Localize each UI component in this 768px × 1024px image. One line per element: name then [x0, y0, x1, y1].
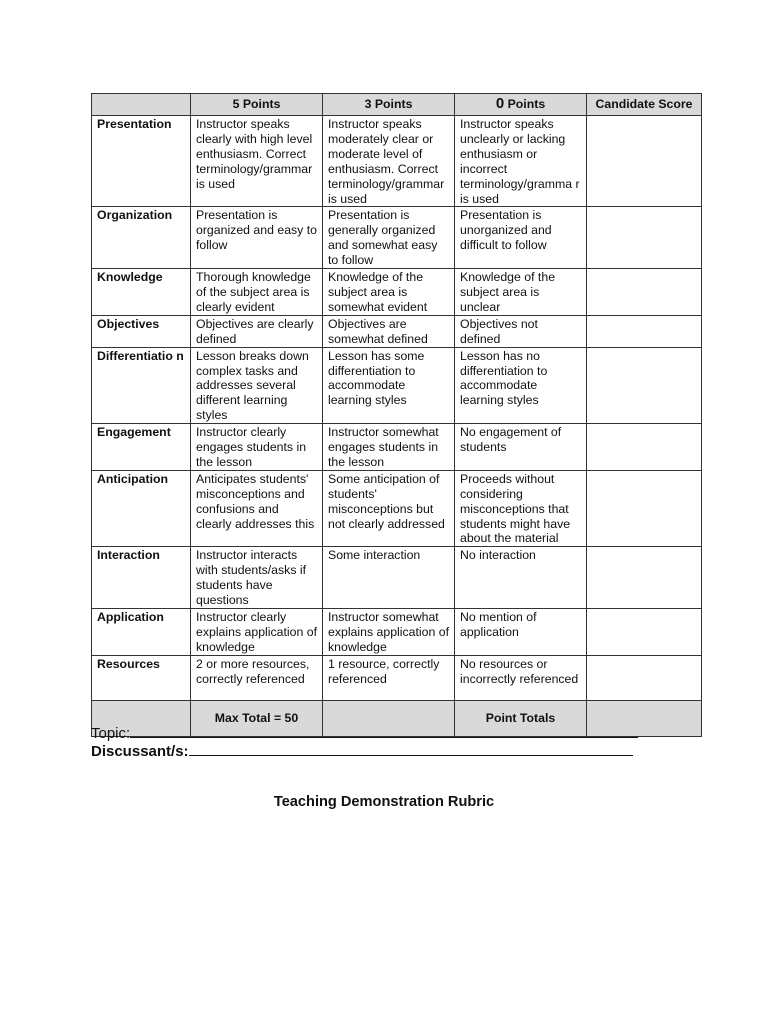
zero-points-cell: Presentation is unorganized and difficult to follow: [455, 207, 587, 269]
category-cell: Presentation: [92, 116, 191, 207]
header-0-digit: 0: [495, 95, 505, 113]
category-cell: Engagement: [92, 424, 191, 471]
table-row: [92, 207, 702, 269]
category-cell: Interaction: [92, 547, 191, 609]
header-candidate-score: Candidate Score: [587, 94, 702, 116]
zero-points-cell: No engagement of students: [455, 424, 587, 471]
max-total-cell: Max Total = 50: [191, 700, 323, 736]
discussant-line: [91, 741, 633, 761]
candidate-score-cell[interactable]: [587, 116, 702, 207]
three-points-cell: Presentation is generally organized and somewhat easy to follow: [323, 207, 455, 269]
topic-line: [91, 723, 638, 743]
candidate-score-cell[interactable]: [587, 207, 702, 269]
five-points-cell: 2 or more resources, correctly referenced: [191, 655, 323, 700]
table-row: [92, 315, 702, 347]
three-points-cell: Instructor speaks moderately clear or moderate level of enthusiasm. Correct terminology/grammar is used: [323, 116, 455, 207]
zero-points-cell: Proceeds without considering misconceptions that students might have about the material: [455, 470, 587, 547]
zero-points-cell: Objectives not defined: [455, 315, 587, 347]
candidate-score-cell[interactable]: [587, 547, 702, 609]
zero-points-cell: Instructor speaks unclearly or lacking enthusiasm or incorrect terminology/gramma r is used: [455, 116, 587, 207]
zero-points-cell: No resources or incorrectly referenced: [455, 655, 587, 700]
zero-points-cell: Lesson has no differentiation to accommodate learning styles: [455, 347, 587, 424]
discussant-label: Discussant/s:: [91, 743, 189, 760]
category-cell: Anticipation: [92, 470, 191, 547]
zero-points-cell: No mention of application: [455, 609, 587, 656]
discussant-blank[interactable]: [189, 741, 633, 756]
three-points-cell: Instructor somewhat engages students in the lesson: [323, 424, 455, 471]
three-points-cell: Objectives are somewhat defined: [323, 315, 455, 347]
rubric-table: [91, 93, 702, 737]
point-totals-cell: Point Totals: [455, 700, 587, 736]
three-points-cell: Instructor somewhat explains application of knowledge: [323, 609, 455, 656]
five-points-cell: Lesson breaks down complex tasks and addresses several different learning styles: [191, 347, 323, 424]
table-row: [92, 424, 702, 471]
candidate-score-cell[interactable]: [587, 655, 702, 700]
table-row: [92, 655, 702, 700]
category-cell: Organization: [92, 207, 191, 269]
table-row: [92, 347, 702, 424]
zero-points-cell: Knowledge of the subject area is unclear: [455, 269, 587, 316]
five-points-cell: Instructor interacts with students/asks if students have questions: [191, 547, 323, 609]
five-points-cell: Anticipates students' misconceptions and confusions and clearly addresses this: [191, 470, 323, 547]
header-blank: [92, 94, 191, 116]
five-points-cell: Instructor clearly engages students in the lesson: [191, 424, 323, 471]
five-points-cell: Objectives are clearly defined: [191, 315, 323, 347]
table-row: [92, 609, 702, 656]
category-cell: Resources: [92, 655, 191, 700]
three-points-cell: Some interaction: [323, 547, 455, 609]
table-row: [92, 269, 702, 316]
category-cell: Differentiatio n: [92, 347, 191, 424]
candidate-score-cell[interactable]: [587, 269, 702, 316]
three-points-cell: Some anticipation of students' misconceptions but not clearly addressed: [323, 470, 455, 547]
five-points-cell: Thorough knowledge of the subject area is clearly evident: [191, 269, 323, 316]
table-row: [92, 470, 702, 547]
topic-label: Topic:: [91, 725, 131, 742]
three-points-cell: Knowledge of the subject area is somewhat evident: [323, 269, 455, 316]
header-row: [92, 94, 702, 116]
candidate-score-cell[interactable]: [587, 424, 702, 471]
candidate-score-cell[interactable]: [587, 347, 702, 424]
three-points-cell: Lesson has some differentiation to accommodate learning styles: [323, 347, 455, 424]
zero-points-cell: No interaction: [455, 547, 587, 609]
five-points-cell: Instructor clearly explains application of knowledge: [191, 609, 323, 656]
header-0-points: [455, 94, 587, 116]
table-row: [92, 547, 702, 609]
category-cell: Knowledge: [92, 269, 191, 316]
candidate-score-cell[interactable]: [587, 609, 702, 656]
table-row: [92, 116, 702, 207]
header-5-points: 5 Points: [191, 94, 323, 116]
topic-blank[interactable]: [130, 723, 638, 738]
five-points-cell: Presentation is organized and easy to follow: [191, 207, 323, 269]
category-cell: Objectives: [92, 315, 191, 347]
header-3-points: 3 Points: [323, 94, 455, 116]
five-points-cell: Instructor speaks clearly with high level enthusiasm. Correct terminology/grammar is used: [191, 116, 323, 207]
candidate-score-cell[interactable]: [587, 315, 702, 347]
header-0-text: Points: [504, 97, 546, 112]
category-cell: Application: [92, 609, 191, 656]
document-title: Teaching Demonstration Rubric: [273, 794, 495, 810]
candidate-score-cell[interactable]: [587, 470, 702, 547]
three-points-cell: 1 resource, correctly referenced: [323, 655, 455, 700]
